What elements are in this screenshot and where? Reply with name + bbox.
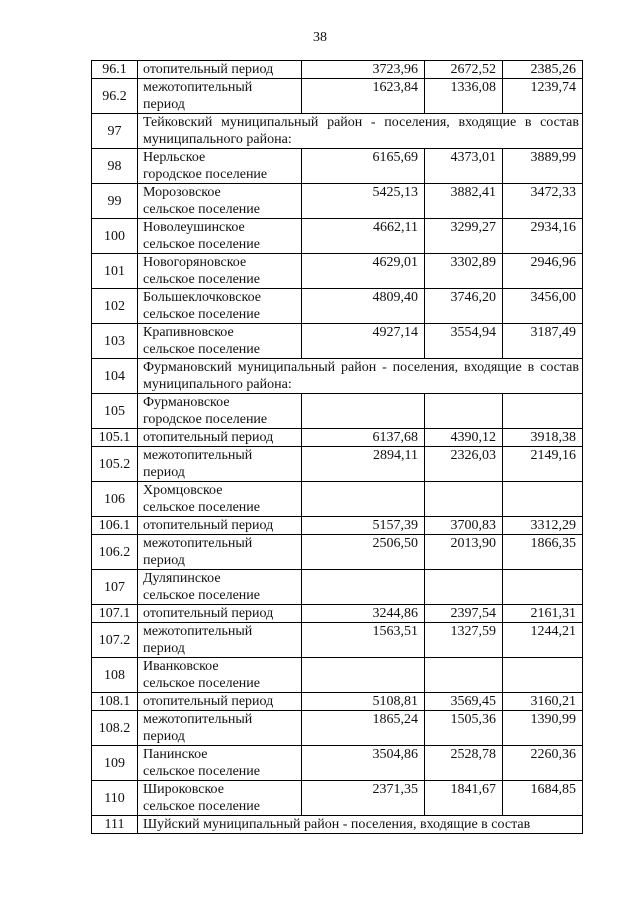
- value-cell-1: 5108,81: [302, 693, 425, 711]
- value-cell-2: [425, 658, 503, 693]
- row-number-cell: 105.2: [92, 447, 138, 482]
- value-cell-2: 2326,03: [425, 447, 503, 482]
- table-row: [92, 746, 583, 781]
- value-cell-1: 5157,39: [302, 517, 425, 535]
- value-cell-1: 2894,11: [302, 447, 425, 482]
- value-cell-3: [503, 570, 583, 605]
- settlement-name-cell: отопительный период: [138, 61, 302, 79]
- table-row: [92, 61, 583, 79]
- value-cell-1: 3504,86: [302, 746, 425, 781]
- value-cell-2: 3746,20: [425, 289, 503, 324]
- section-heading-cell: Тейковский муниципальный район - поселения, входящие в состав муниципального района:: [138, 114, 583, 149]
- table-row: [92, 517, 583, 535]
- value-cell-1: 5425,13: [302, 184, 425, 219]
- table-row: [92, 482, 583, 517]
- value-cell-2: 3882,41: [425, 184, 503, 219]
- table-body: [92, 61, 583, 834]
- settlement-name-cell: Дуляпинское сельское поселение: [138, 570, 302, 605]
- settlement-name-cell: Большеклочковское сельское поселение: [138, 289, 302, 324]
- settlement-name-cell: отопительный период: [138, 517, 302, 535]
- settlement-name-cell: межотопительный период: [138, 623, 302, 658]
- value-cell-3: 2260,36: [503, 746, 583, 781]
- value-cell-3: 3456,00: [503, 289, 583, 324]
- settlement-name-cell: Иванковское сельское поселение: [138, 658, 302, 693]
- settlement-name-cell: межотопительный период: [138, 535, 302, 570]
- table-row: [92, 79, 583, 114]
- row-number-cell: 107.1: [92, 605, 138, 623]
- value-cell-3: 3918,38: [503, 429, 583, 447]
- row-number-cell: 109: [92, 746, 138, 781]
- row-number-cell: 96.2: [92, 79, 138, 114]
- table-row: [92, 324, 583, 359]
- value-cell-2: 3554,94: [425, 324, 503, 359]
- value-cell-3: 2385,26: [503, 61, 583, 79]
- table-row: [92, 605, 583, 623]
- settlement-name-cell: межотопительный период: [138, 711, 302, 746]
- row-number-cell: 97: [92, 114, 138, 149]
- value-cell-1: [302, 570, 425, 605]
- value-cell-2: 1336,08: [425, 79, 503, 114]
- value-cell-3: 1684,85: [503, 781, 583, 816]
- value-cell-3: 1866,35: [503, 535, 583, 570]
- table-row: [92, 711, 583, 746]
- row-number-cell: 104: [92, 359, 138, 394]
- value-cell-1: 4629,01: [302, 254, 425, 289]
- value-cell-3: 3312,29: [503, 517, 583, 535]
- row-number-cell: 106.2: [92, 535, 138, 570]
- page-number: 38: [313, 30, 327, 45]
- value-cell-2: [425, 482, 503, 517]
- table-row: [92, 219, 583, 254]
- value-cell-1: 3244,86: [302, 605, 425, 623]
- tariff-table: [91, 60, 583, 834]
- row-number-cell: 105.1: [92, 429, 138, 447]
- value-cell-1: 3723,96: [302, 61, 425, 79]
- table-row: [92, 447, 583, 482]
- settlement-name-cell: Широковское сельское поселение: [138, 781, 302, 816]
- value-cell-2: 2672,52: [425, 61, 503, 79]
- table-row: [92, 394, 583, 429]
- value-cell-1: 1563,51: [302, 623, 425, 658]
- value-cell-2: 3569,45: [425, 693, 503, 711]
- value-cell-3: [503, 482, 583, 517]
- row-number-cell: 96.1: [92, 61, 138, 79]
- value-cell-3: [503, 658, 583, 693]
- row-number-cell: 101: [92, 254, 138, 289]
- value-cell-2: 3299,27: [425, 219, 503, 254]
- row-number-cell: 108.2: [92, 711, 138, 746]
- table-row: [92, 816, 583, 834]
- table-row: [92, 693, 583, 711]
- table-row: [92, 623, 583, 658]
- value-cell-2: 2397,54: [425, 605, 503, 623]
- value-cell-3: 2946,96: [503, 254, 583, 289]
- table-row: [92, 184, 583, 219]
- value-cell-3: 2934,16: [503, 219, 583, 254]
- row-number-cell: 103: [92, 324, 138, 359]
- row-number-cell: 106.1: [92, 517, 138, 535]
- value-cell-3: 1244,21: [503, 623, 583, 658]
- row-number-cell: 110: [92, 781, 138, 816]
- row-number-cell: 107.2: [92, 623, 138, 658]
- value-cell-3: 1390,99: [503, 711, 583, 746]
- settlement-name-cell: межотопительный период: [138, 79, 302, 114]
- value-cell-1: [302, 658, 425, 693]
- value-cell-2: [425, 394, 503, 429]
- value-cell-1: 4927,14: [302, 324, 425, 359]
- value-cell-1: 6137,68: [302, 429, 425, 447]
- settlement-name-cell: Крапивновское сельское поселение: [138, 324, 302, 359]
- value-cell-1: 4809,40: [302, 289, 425, 324]
- value-cell-2: 3700,83: [425, 517, 503, 535]
- settlement-name-cell: отопительный период: [138, 605, 302, 623]
- table-row: [92, 289, 583, 324]
- value-cell-1: 2506,50: [302, 535, 425, 570]
- value-cell-3: 3889,99: [503, 149, 583, 184]
- settlement-name-cell: Морозовское сельское поселение: [138, 184, 302, 219]
- section-heading-cell: Шуйский муниципальный район - поселения, входящие в состав: [138, 816, 583, 834]
- table-row: [92, 781, 583, 816]
- row-number-cell: 107: [92, 570, 138, 605]
- value-cell-3: 2149,16: [503, 447, 583, 482]
- table-row: [92, 149, 583, 184]
- row-number-cell: 105: [92, 394, 138, 429]
- value-cell-1: [302, 482, 425, 517]
- value-cell-1: 1623,84: [302, 79, 425, 114]
- settlement-name-cell: Нерльское городское поселение: [138, 149, 302, 184]
- settlement-name-cell: Новогоряновское сельское поселение: [138, 254, 302, 289]
- value-cell-2: 1505,36: [425, 711, 503, 746]
- table-row: [92, 570, 583, 605]
- settlement-name-cell: межотопительный период: [138, 447, 302, 482]
- value-cell-2: 4373,01: [425, 149, 503, 184]
- value-cell-2: 3302,89: [425, 254, 503, 289]
- value-cell-3: 3160,21: [503, 693, 583, 711]
- settlement-name-cell: Хромцовское сельское поселение: [138, 482, 302, 517]
- value-cell-2: 4390,12: [425, 429, 503, 447]
- table-row: [92, 254, 583, 289]
- row-number-cell: 99: [92, 184, 138, 219]
- table-row: [92, 658, 583, 693]
- value-cell-2: 1841,67: [425, 781, 503, 816]
- settlement-name-cell: Новолеушинское сельское поселение: [138, 219, 302, 254]
- table-row: [92, 359, 583, 394]
- row-number-cell: 108: [92, 658, 138, 693]
- value-cell-3: 1239,74: [503, 79, 583, 114]
- value-cell-1: 4662,11: [302, 219, 425, 254]
- value-cell-1: [302, 394, 425, 429]
- value-cell-3: 2161,31: [503, 605, 583, 623]
- settlement-name-cell: Фурмановское городское поселение: [138, 394, 302, 429]
- row-number-cell: 108.1: [92, 693, 138, 711]
- table-row: [92, 429, 583, 447]
- value-cell-3: [503, 394, 583, 429]
- value-cell-3: 3472,33: [503, 184, 583, 219]
- value-cell-2: 2528,78: [425, 746, 503, 781]
- settlement-name-cell: отопительный период: [138, 693, 302, 711]
- settlement-name-cell: Панинское сельское поселение: [138, 746, 302, 781]
- row-number-cell: 106: [92, 482, 138, 517]
- value-cell-2: [425, 570, 503, 605]
- table-row: [92, 535, 583, 570]
- value-cell-1: 6165,69: [302, 149, 425, 184]
- row-number-cell: 102: [92, 289, 138, 324]
- row-number-cell: 100: [92, 219, 138, 254]
- value-cell-1: 2371,35: [302, 781, 425, 816]
- value-cell-1: 1865,24: [302, 711, 425, 746]
- row-number-cell: 111: [92, 816, 138, 834]
- table-row: [92, 114, 583, 149]
- row-number-cell: 98: [92, 149, 138, 184]
- settlement-name-cell: отопительный период: [138, 429, 302, 447]
- section-heading-cell: Фурмановский муниципальный район - поселения, входящие в состав муниципального района:: [138, 359, 583, 394]
- value-cell-2: 2013,90: [425, 535, 503, 570]
- value-cell-3: 3187,49: [503, 324, 583, 359]
- value-cell-2: 1327,59: [425, 623, 503, 658]
